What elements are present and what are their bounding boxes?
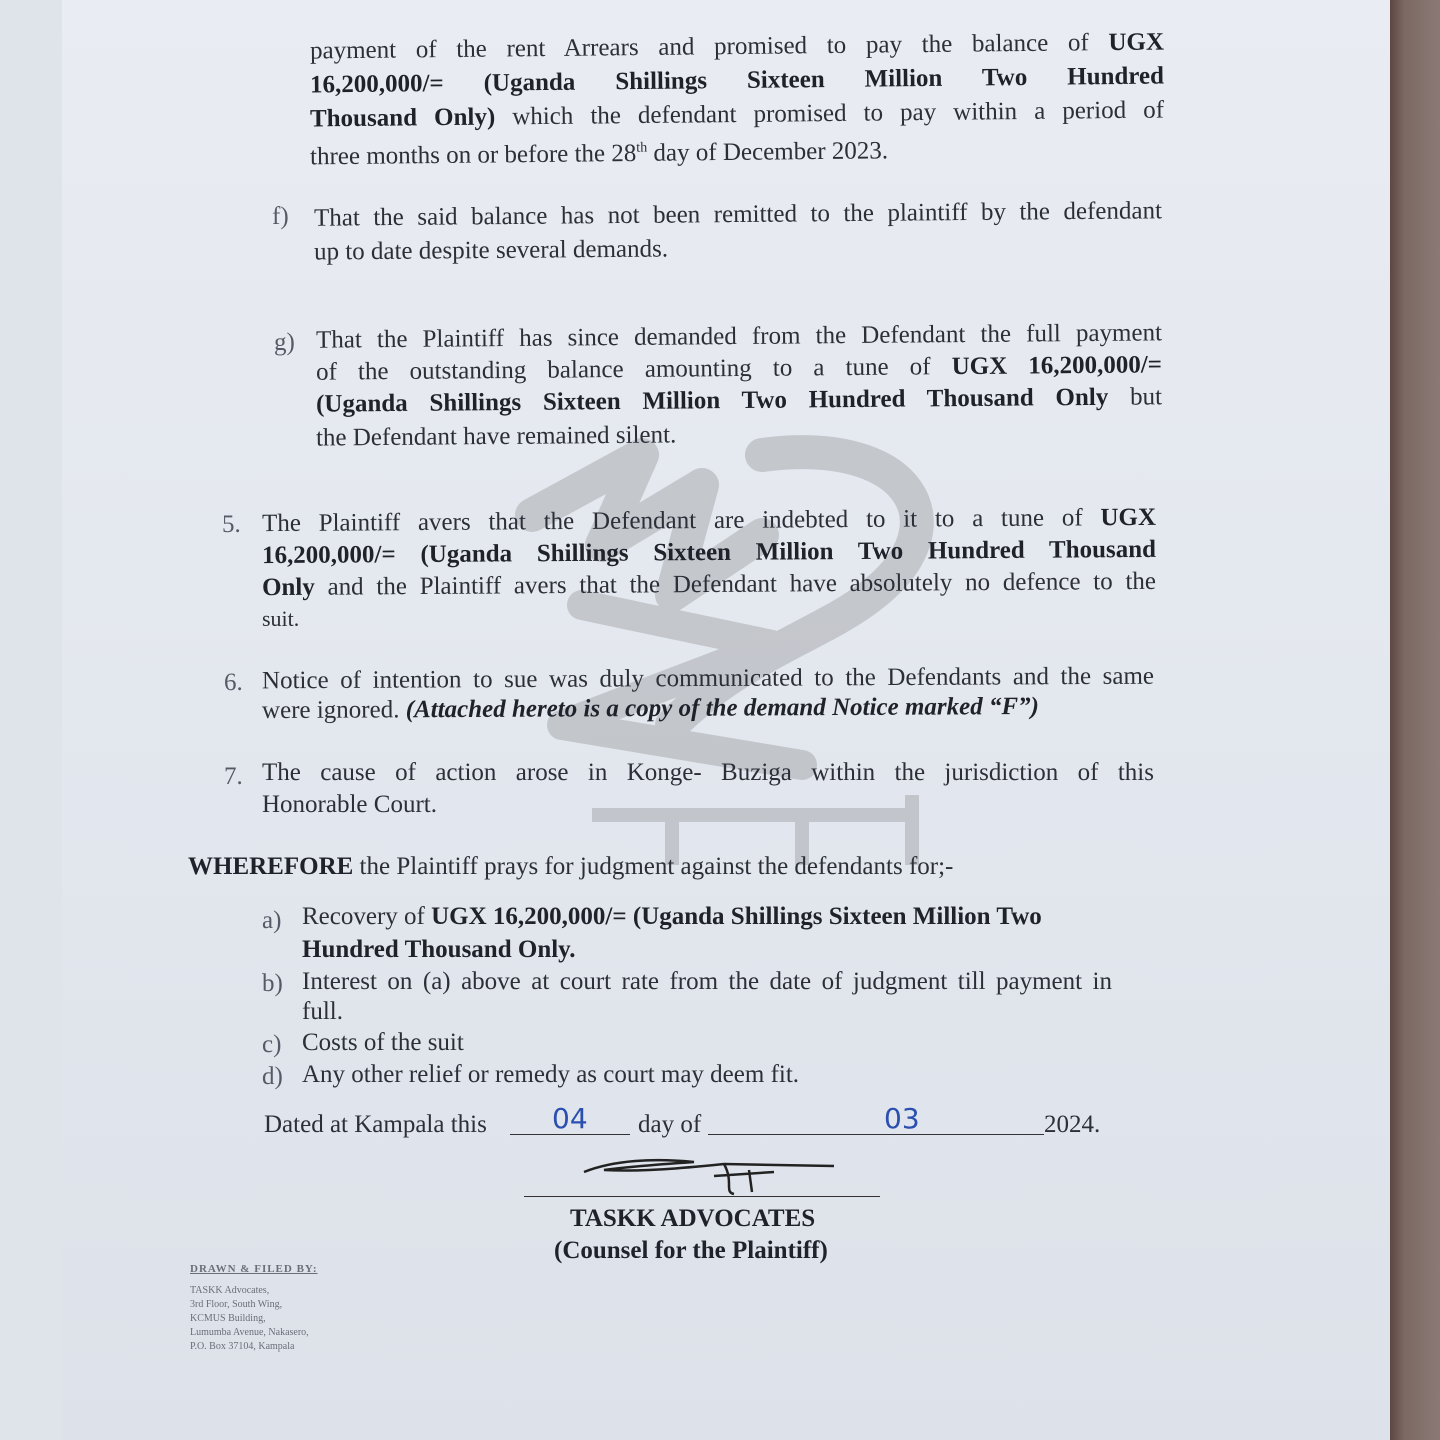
para-6-text: were ignored.	[261, 696, 406, 725]
para-6-line-2	[262, 690, 1039, 727]
para-g-bold: (Uganda Shillings Sixteen Million Two Hundred Thousand Only	[315, 383, 1109, 418]
watermark-logo	[442, 395, 1042, 875]
para-g-amount: UGX 16,200,000/=	[951, 351, 1163, 381]
para-e-text: payment of the rent Arrears and promised to pay the balance of	[309, 29, 1109, 65]
para-5-bold: Only	[261, 573, 315, 602]
para-f-line-2: up to date despite several demands.	[313, 235, 669, 266]
drawn-line: Lumumba Avenue, Nakasero,	[190, 1327, 309, 1338]
para-g-text: of the outstanding balance amounting to a tune of	[315, 353, 952, 386]
signature-line	[524, 1196, 880, 1197]
wherefore-line	[188, 850, 953, 883]
handwritten-day: 04	[552, 1102, 588, 1135]
drawn-heading: DRAWN & FILED BY:	[190, 1263, 318, 1275]
para-5-text: The Plaintiff avers that the Defendant are indebted to it to a tune of	[261, 504, 1101, 538]
prayer-b-line-1: Interest on (a) above at court rate from the date of judgment till payment in	[302, 968, 1112, 995]
month-blank	[708, 1134, 1044, 1135]
drawn-line: 3rd Floor, South Wing,	[190, 1299, 283, 1310]
drawn-line: KCMUS Building,	[190, 1313, 266, 1324]
wherefore-bold: WHEREFORE	[188, 853, 354, 880]
para-5-amount: UGX	[1100, 503, 1157, 532]
prayer-c-label: c)	[262, 1031, 282, 1058]
handwritten-month: 03	[884, 1102, 920, 1135]
prayer-a-text: Recovery of	[302, 903, 432, 930]
para-5-line-2: 16,200,000/= (Uganda Shillings Sixteen Million Two Hundred Thousand	[261, 535, 1157, 570]
dated-prefix: Dated at Kampala this	[264, 1111, 487, 1138]
prayer-d-label: d)	[262, 1063, 283, 1090]
para-g-line-4: the Defendant have remained silent.	[315, 421, 677, 452]
para-6-italic: (Attached hereto is a copy of the demand Notice marked “F”)	[405, 692, 1040, 724]
dated-middle: day of	[638, 1111, 702, 1138]
superscript: th	[636, 140, 648, 156]
para-e-text: three months on or before the 28	[309, 139, 637, 171]
wherefore-text: the Plaintiff prays for judgment against the defendants for;-	[353, 853, 954, 880]
firm-name: TASKK ADVOCATES	[570, 1205, 816, 1232]
prayer-b-label: b)	[262, 970, 283, 997]
document-page	[62, 0, 1390, 1440]
firm-role: (Counsel for the Plaintiff)	[554, 1237, 828, 1264]
drawn-line: P.O. Box 37104, Kampala	[190, 1341, 295, 1352]
para-7-line-1: The cause of action arose in Konge- Buziga within the jurisdiction of this	[262, 759, 1154, 786]
prayer-a-line-1	[302, 900, 1042, 933]
prayer-a-label: a)	[262, 907, 282, 934]
drawn-line: TASKK Advocates,	[190, 1285, 270, 1296]
drawn-filed-block	[190, 1262, 318, 1354]
para-f-label: f)	[272, 203, 289, 230]
prayer-d-line-1: Any other relief or remedy as court may deem fit.	[302, 1061, 800, 1088]
para-g-label: g)	[274, 329, 295, 356]
para-e-line-2: 16,200,000/= (Uganda Shillings Sixteen Million Two Hundred	[309, 62, 1165, 99]
prayer-b-line-2: full.	[302, 998, 343, 1025]
para-5-line-4: suit.	[262, 606, 300, 631]
para-7-label: 7.	[224, 763, 243, 790]
para-g-text: but	[1108, 383, 1163, 411]
para-f-line-1: That the said balance has not been remitted to the plaintiff by the defendant	[313, 197, 1163, 232]
para-6-label: 6.	[224, 669, 243, 696]
para-5-label: 5.	[222, 511, 241, 538]
para-e-text: day of December 2023.	[647, 137, 889, 167]
para-5-text: and the Plaintiff avers that the Defendant have absolutely no defence to the	[314, 567, 1157, 601]
prayer-a-amount: UGX 16,200,000/= (Uganda Shillings Sixteen Million Two	[431, 903, 1042, 930]
para-6-line-1: Notice of intention to sue was duly communicated to the Defendants and the same	[261, 662, 1155, 695]
signature	[574, 1142, 854, 1202]
para-e-bold: Thousand Only)	[309, 103, 496, 133]
para-5-line-3	[262, 565, 1156, 604]
prayer-c-line-1: Costs of the suit	[302, 1029, 464, 1056]
para-e-text: which the defendant promised to pay within a period of	[495, 96, 1165, 131]
para-g-line-1: That the Plaintiff has since demanded from the Defendant the full payment	[315, 319, 1163, 354]
para-e-amount: UGX	[1108, 28, 1165, 57]
dated-year: 2024.	[1044, 1111, 1101, 1138]
prayer-a-line-2: Hundred Thousand Only.	[302, 936, 576, 963]
background-left	[0, 0, 62, 1440]
para-e-line-4	[310, 129, 888, 173]
para-7-line-2: Honorable Court.	[262, 791, 437, 818]
